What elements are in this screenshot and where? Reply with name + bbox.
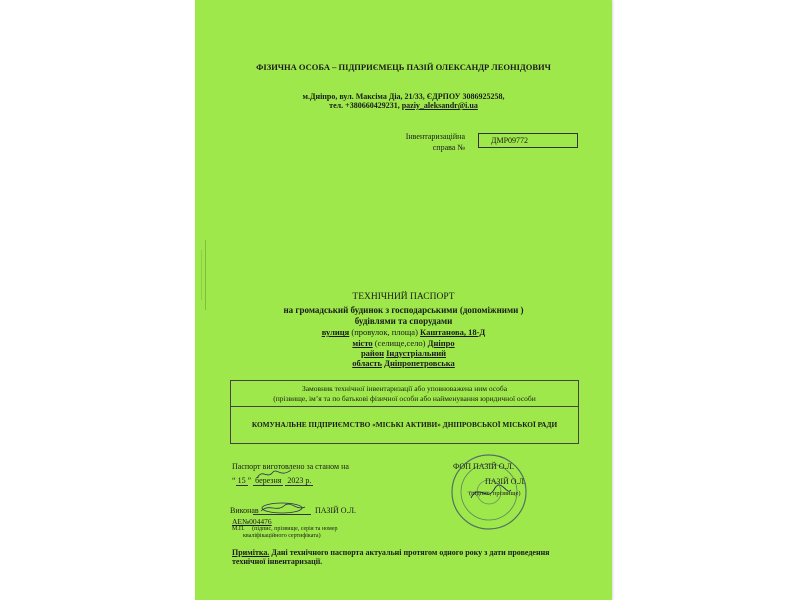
region-label: область: [352, 358, 382, 368]
note-line-2: технічної інвентаризації.: [232, 557, 323, 566]
executor-signature: [255, 501, 309, 515]
address-district: [195, 348, 612, 358]
passport-day: 15: [237, 476, 246, 485]
note-text-1: Дані технічного паспорта актуальні протягом одного року з дати проведення: [271, 548, 550, 557]
inventory-case-label: Інвентаризаційна справа №: [405, 132, 465, 152]
address-city: [195, 338, 612, 348]
fop-signature-caption: (підпис, прізвище): [469, 490, 521, 497]
company-contacts: [195, 101, 612, 110]
company-address: м.Дніпро, вул. Максіма Діа, 21/33, ЄДРПОУ 3086925258,: [302, 92, 505, 101]
inventory-case-number: ДМР09772: [478, 133, 578, 148]
address-street: [195, 327, 612, 337]
executor-name: ПАЗІЙ О.Л.: [315, 506, 357, 515]
document-subtitle-2: будівлями та спорудами: [354, 316, 453, 326]
customer-caption-box: [230, 380, 579, 407]
note-line-1: [232, 548, 550, 557]
seal-place-hint-2: кваліфікаційного сертифіката): [243, 533, 321, 539]
executor-signature-line: [253, 514, 311, 515]
passport-year: 2023 р.: [287, 476, 312, 485]
district-label: район: [360, 348, 384, 358]
district-value: Індустріальний: [386, 348, 447, 358]
passport-month: березня: [255, 476, 282, 485]
fop-name: ФОП ПАЗІЙ О.Л.: [453, 462, 514, 471]
executor-label: Виконав: [230, 506, 259, 515]
customer-caption-2: (прізвище, ім’я та по батькові фізичної особи або найменування юридичної особи: [273, 394, 536, 403]
city-label: місто: [352, 338, 373, 348]
fop-signature-name: ПАЗІЙ О.Л.: [485, 477, 527, 486]
customer-name-box: [230, 406, 579, 444]
city-value: Дніпро: [427, 338, 455, 348]
seal-place-hint-1: (підпис, прізвище, серія та номер: [252, 526, 338, 532]
seal-place: [232, 526, 338, 533]
document-subtitle-1: на громадський будинок з господарськими (допоміжними ): [283, 305, 524, 315]
passport-prepared-label: Паспорт виготовлено за станом на: [232, 462, 349, 471]
document-title: ТЕХНІЧНИЙ ПАСПОРТ: [352, 292, 455, 302]
company-header: ФІЗИЧНА ОСОБА – ПІДПРИЄМЕЦЬ ПАЗІЙ ОЛЕКСАНДР ЛЕОНІДОВИЧ: [256, 62, 551, 72]
address-region: [195, 358, 612, 368]
street-hint: (провулок, площа): [351, 327, 418, 337]
executor-certificate: АЕ№004476: [232, 517, 272, 526]
customer-name: КОМУНАЛЬНЕ ПІДПРИЄМСТВО «МІСЬКІ АКТИВИ» ДНІПРОВСЬКОЇ МІСЬКОЇ РАДИ: [251, 420, 558, 429]
customer-caption-1: Замовник технічної інвентаризації або уповноважена ним особа: [301, 384, 508, 393]
company-phone: тел. +380660429231,: [329, 101, 400, 110]
city-hint: (селище,село): [374, 338, 426, 348]
passport-date: “ 15 ” березня 2023 р.: [232, 476, 312, 485]
company-email: paziy_aleksandr@i.ua: [401, 101, 478, 110]
date-signature: [255, 466, 293, 482]
region-value: Дніпропетровська: [384, 358, 455, 368]
seal-place-label: М.П.: [232, 526, 245, 532]
street-label: вулиця: [321, 327, 350, 337]
passport-page: [195, 0, 612, 600]
note-label: Примітка.: [232, 548, 270, 557]
street-value: Каштанова, 18-Д: [420, 327, 486, 337]
